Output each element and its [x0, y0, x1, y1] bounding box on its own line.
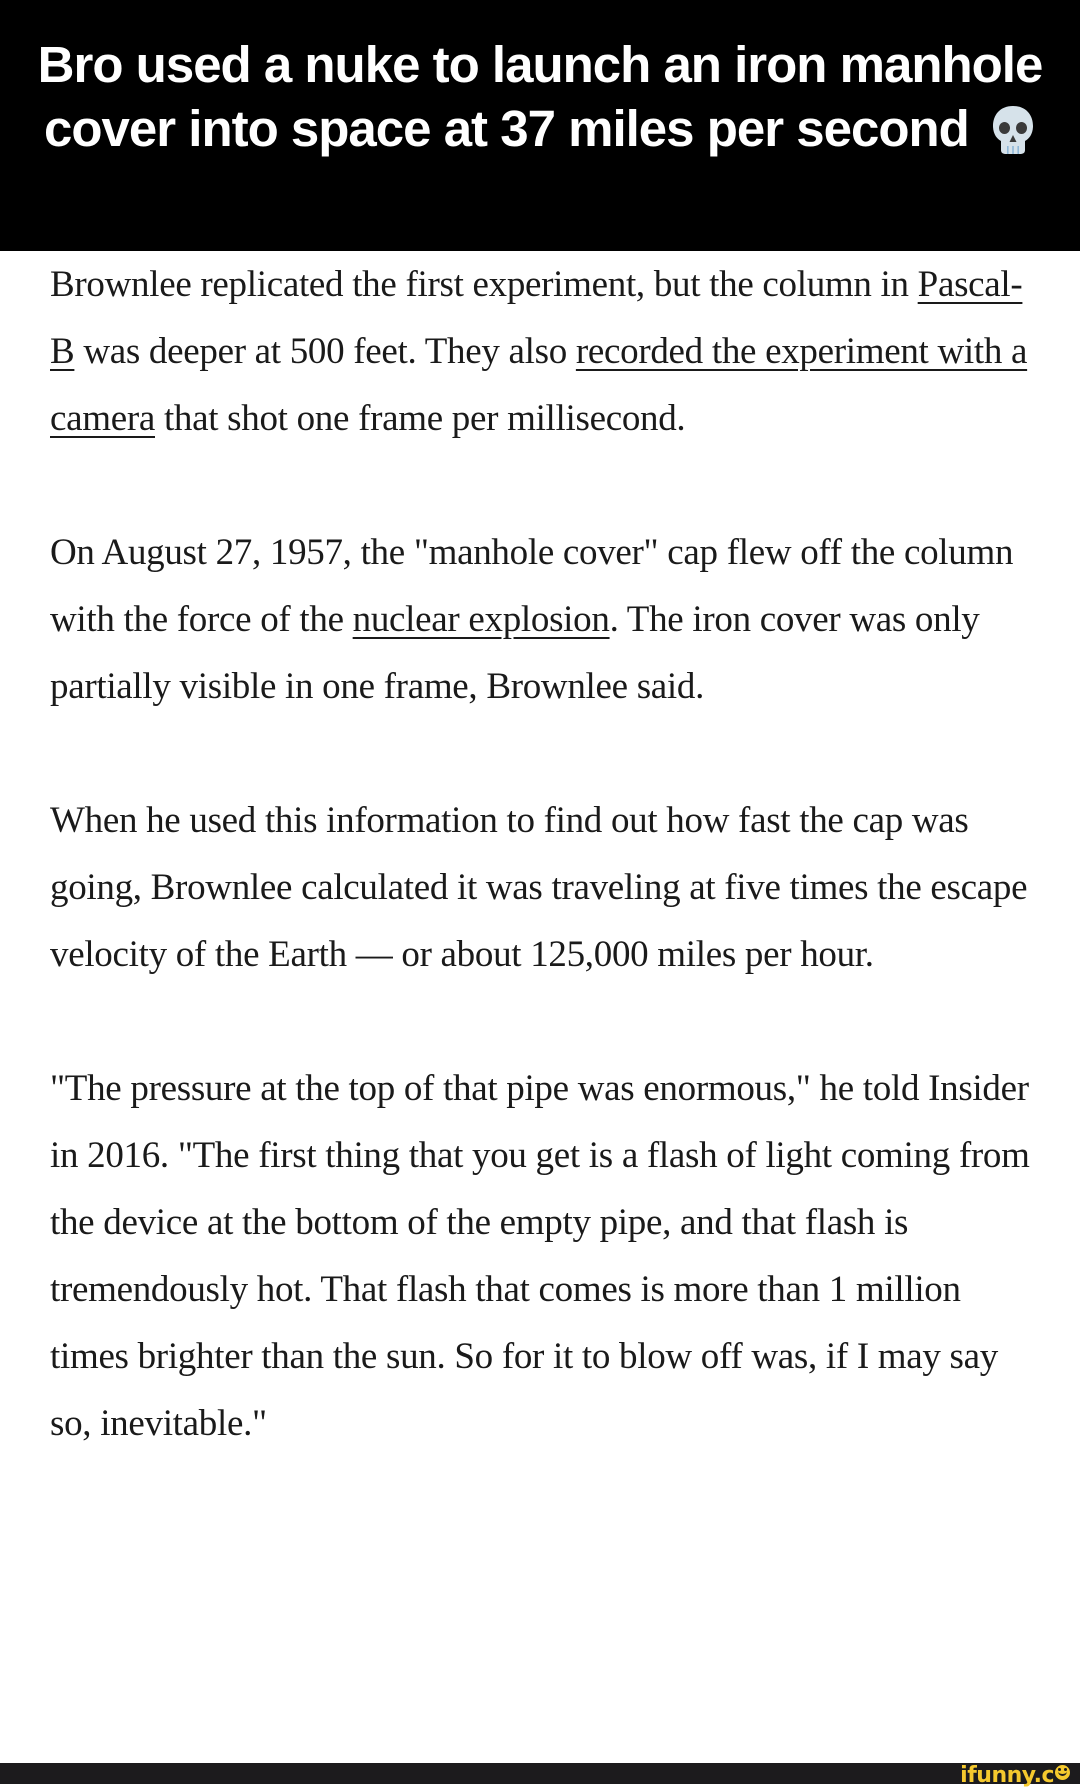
- link-recorded-experiment[interactable]: recorded the experiment with a camera: [50, 331, 1028, 439]
- link-pascal-b[interactable]: Pascal-B: [50, 264, 1023, 372]
- smiley-icon: [1055, 1765, 1070, 1780]
- meme-caption-header: [0, 0, 1080, 251]
- text-segment: Brownlee replicated the first experiment, but the column in: [50, 264, 918, 305]
- text-segment: "The pressure at the top of that pipe was enormous," he told Insider in 2016. "The first thing that you get is a flash of light coming from the device at the bottom of the empty pipe, and that flash is tremendously hot. That flash that comes is more than 1 million times brighter than the sun. So for it to blow off was, if I may say so, inevitable.": [50, 1068, 1030, 1444]
- watermark-bar: [0, 1763, 1080, 1788]
- text-segment: On August 27, 1957, the "manhole cover" cap flew off the column with the force of the: [50, 532, 1014, 640]
- skull-icon: [990, 104, 1036, 156]
- paragraph-1: [50, 251, 1040, 452]
- link-nuclear-explosion[interactable]: nuclear explosion: [352, 599, 610, 640]
- article-body: [50, 251, 1040, 1457]
- ifunny-watermark: [960, 1763, 1070, 1788]
- text-segment: was deeper at 500 feet. They also: [74, 331, 576, 372]
- watermark-text: ifunny.c: [960, 1763, 1054, 1788]
- text-segment: that shot one frame per millisecond.: [155, 398, 686, 439]
- text-segment: When he used this information to find out how fast the cap was going, Brownlee calculated it was traveling at five times the escape velocity of the Earth — or about 125,000 miles per hour.: [50, 800, 1028, 975]
- paragraph-2: [50, 519, 1040, 720]
- meme-caption-title: Bro used a nuke to launch an iron manhole cover into space at 37 miles per second: [37, 36, 1043, 157]
- text-segment: . The iron cover was only partially visible in one frame, Brownlee said.: [50, 599, 980, 707]
- paragraph-4: [50, 1055, 1040, 1457]
- paragraph-3: [50, 787, 1040, 988]
